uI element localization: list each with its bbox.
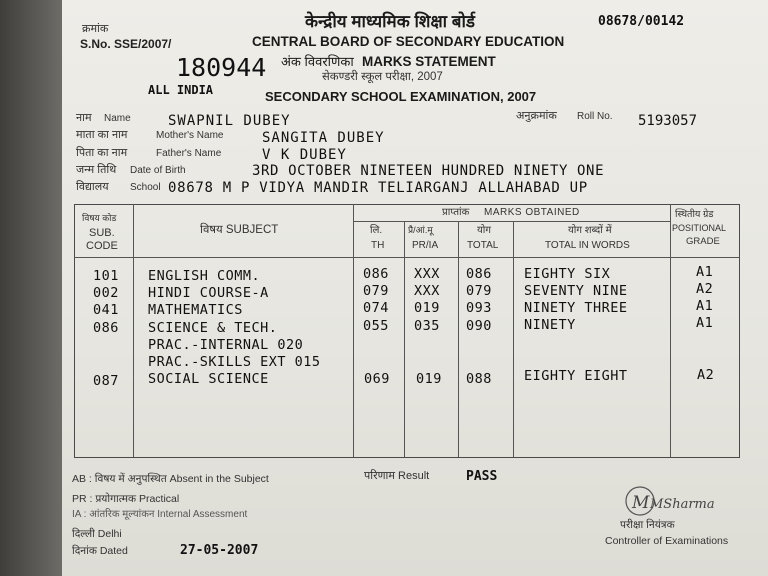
date-of-birth: 3RD OCTOBER NINETEEN HUNDRED NINETY ONE: [252, 163, 605, 179]
row-4-grade: A1: [696, 315, 714, 331]
row-5-th: 069: [364, 371, 390, 387]
prac-internal: PRAC.-INTERNAL 020: [148, 337, 304, 353]
row-5-pr: 019: [416, 371, 442, 387]
row-1-subject: ENGLISH COMM.: [148, 268, 261, 284]
row-5-total: 088: [466, 371, 492, 387]
kramank-label: क्रमांक: [82, 23, 109, 35]
serial-label: S.No. SSE/2007/: [80, 37, 172, 51]
col-grade-hindi: स्थितीय ग्रेड: [675, 209, 714, 220]
marks-header-divider: [353, 221, 670, 222]
col-pr: PR/IA: [412, 240, 439, 251]
mother-label: Mother's Name: [156, 130, 224, 141]
row-4-subject: SCIENCE & TECH.: [148, 320, 278, 336]
row-2-subject: HINDI COURSE-A: [148, 285, 269, 301]
row-3-pr: 019: [414, 300, 440, 316]
prac-skills-ext: PRAC.-SKILLS EXT 015: [148, 354, 321, 370]
row-3-code: 041: [93, 302, 119, 318]
result-value: PASS: [466, 469, 498, 484]
father-label-hindi: पिता का नाम: [76, 147, 128, 159]
col-grade-1: POSITIONAL: [672, 223, 727, 233]
row-3-total: 093: [466, 300, 492, 316]
col-code-hindi: विषय कोड: [82, 213, 117, 223]
row-3-words: NINETY THREE: [524, 300, 628, 316]
row-2-total: 079: [466, 283, 492, 299]
dated-label: दिनांक Dated: [72, 545, 128, 557]
dob-label-hindi: जन्म तिथि: [76, 164, 117, 176]
father-label: Father's Name: [156, 148, 222, 159]
col-subject: विषय SUBJECT: [200, 224, 279, 236]
col-marks: MARKS OBTAINED: [484, 207, 580, 218]
place-delhi: दिल्ली Delhi: [72, 528, 122, 540]
row-5-code: 087: [93, 373, 119, 389]
exam-hindi: सेकण्डरी स्कूल परीक्षा, 2007: [322, 71, 443, 83]
row-4-th: 055: [363, 318, 389, 334]
col-words-hindi: योग शब्दों में: [568, 225, 612, 236]
roll-number: 5193057: [638, 113, 698, 129]
row-5-subject: SOCIAL SCIENCE: [148, 371, 269, 387]
signature-text: MSharma: [650, 497, 715, 512]
svg-text:M: M: [632, 493, 650, 513]
row-1-words: EIGHTY SIX: [524, 266, 611, 282]
col-pr-hindi: प्रै/आं.मू: [408, 225, 433, 235]
col-grade-2: GRADE: [686, 236, 720, 247]
candidate-name: SWAPNIL DUBEY: [168, 113, 291, 129]
table-header-divider: [74, 257, 740, 258]
row-2-code: 002: [93, 285, 119, 301]
serial-number: 180944: [176, 53, 267, 82]
row-2-pr: XXX: [414, 283, 440, 299]
row-5-words: EIGHTY EIGHT: [524, 368, 628, 384]
name-label: Name: [104, 113, 131, 124]
row-4-total: 090: [466, 318, 492, 334]
row-1-pr: XXX: [414, 266, 440, 282]
result-label: परिणाम Result: [364, 470, 430, 482]
col-code-2: CODE: [86, 240, 118, 252]
col-th: TH: [371, 240, 385, 251]
doc-code: 08678/00142: [598, 14, 685, 29]
row-1-th: 086: [363, 266, 389, 282]
col-words: TOTAL IN WORDS: [545, 240, 630, 251]
page-shadow: [0, 0, 62, 576]
school-name: 08678 M P VIDYA MANDIR TELIARGANJ ALLAHABAD UP: [168, 180, 588, 196]
row-2-words: SEVENTY NINE: [524, 283, 628, 299]
row-2-th: 079: [363, 283, 389, 299]
legend-practical: PR : प्रयोगात्मक Practical: [72, 493, 180, 505]
roll-label: Roll No.: [577, 111, 613, 122]
row-3-th: 074: [363, 300, 389, 316]
row-1-code: 101: [93, 268, 119, 284]
marks-statement-title: MARKS STATEMENT: [362, 54, 496, 69]
row-3-subject: MATHEMATICS: [148, 302, 243, 318]
row-3-grade: A1: [696, 298, 714, 314]
row-4-words: NINETY: [524, 317, 576, 333]
board-name: CENTRAL BOARD OF SECONDARY EDUCATION: [252, 34, 565, 49]
row-5-grade: A2: [697, 367, 715, 383]
marks-statement-hindi: अंक विवरणिका: [281, 54, 354, 69]
row-2-grade: A2: [696, 281, 714, 297]
roll-label-hindi: अनुक्रमांक: [516, 110, 557, 122]
dob-label: Date of Birth: [130, 165, 186, 176]
col-total: TOTAL: [467, 240, 499, 251]
row-4-code: 086: [93, 320, 119, 336]
legend-internal: IA : आंतरिक मूल्यांकन Internal Assessment: [72, 509, 248, 520]
name-label-hindi: नाम: [76, 112, 92, 124]
row-1-grade: A1: [696, 264, 714, 280]
col-code-1: SUB.: [89, 227, 115, 239]
school-label: School: [130, 182, 161, 193]
mother-name: SANGITA DUBEY: [262, 130, 385, 146]
mother-label-hindi: माता का नाम: [76, 129, 128, 141]
controller-hindi: परीक्षा नियंत्रक: [620, 519, 675, 531]
row-1-total: 086: [466, 266, 492, 282]
school-label-hindi: विद्यालय: [76, 181, 109, 193]
all-india: ALL INDIA: [148, 83, 214, 97]
exam-name: SECONDARY SCHOOL EXAMINATION, 2007: [265, 89, 537, 104]
legend-absent: AB : विषय में अनुपस्थित Absent in the Subject: [72, 473, 269, 485]
col-marks-hindi: प्राप्तांक: [442, 207, 470, 218]
father-name: V K DUBEY: [262, 147, 347, 163]
controller-title: Controller of Examinations: [605, 535, 729, 547]
board-hindi: केन्द्रीय माध्यमिक शिक्षा बोर्ड: [305, 12, 475, 31]
col-total-hindi: योग: [477, 225, 492, 236]
col-th-hindi: लि.: [370, 225, 383, 236]
issue-date: 27-05-2007: [180, 543, 259, 558]
row-4-pr: 035: [414, 318, 440, 334]
